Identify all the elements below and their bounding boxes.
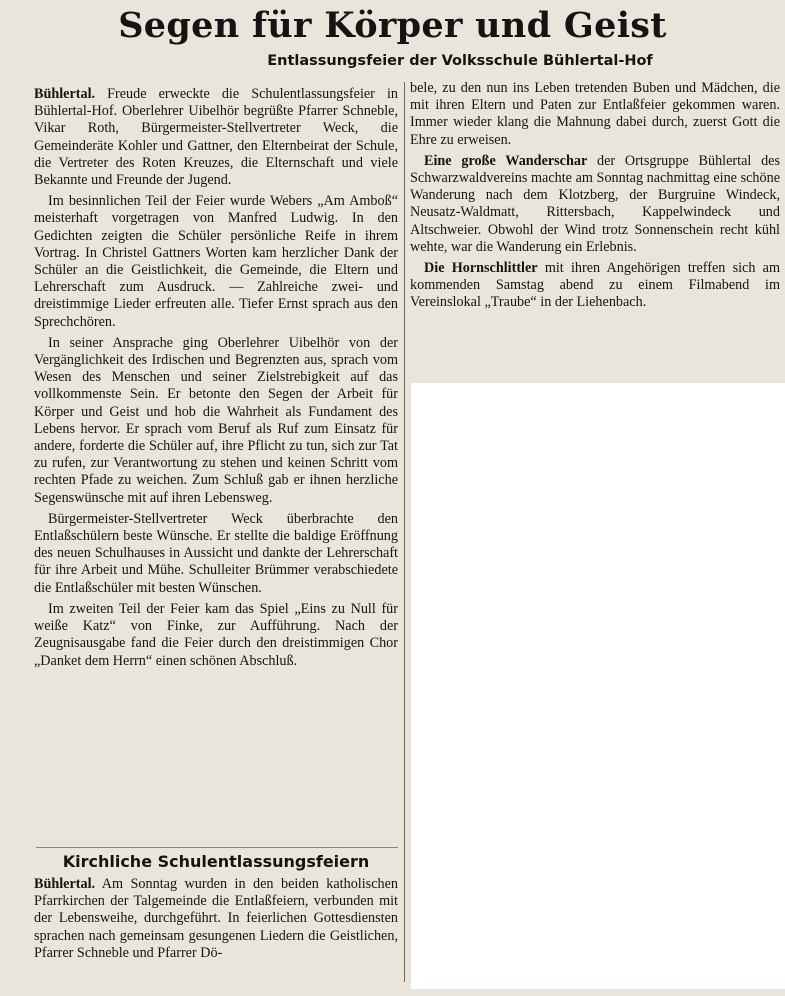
paragraph-2: Im besinnlichen Teil der Feier wurde Webers „Am Amboß“ meisterhaft vorgetragen von Manfred Ludwig. In den Gedichten zeigten die Schüler persönliche Reife in ihrem Vortrag. In Christel Gattners Worten kam herzlicher Dank der Schüler an die Geistlichkeit, die Gemeinde, die Eltern und Lehrerschaft zum Ausdruck. — Zahlreiche zwei- und dreistimmige Lieder erfreuten alle. Tiefer Ernst sprach aus den Sprechchören. — [34, 193, 398, 330]
paragraph-4: Bürgermeister-Stellvertreter Weck überbrachte den Entlaßschülern beste Wünsche. Er stellte die baldige Eröffnung des neuen Schulhauses in Aussicht und dankte der Lehrerschaft für ihre Arbeit und Mühe. Schulleiter Brümmer verabschiedete die Entlaßschüler mit besten Wünschen. — [34, 510, 398, 596]
paragraph-3: In seiner Ansprache ging Oberlehrer Uibelhör von der Vergänglichkeit des Irdischen und Begrenzten aus, sprach vom Wesen des Menschen und seiner Zielstrebigkeit auf das vollkommenste Sein. Er betonte den Segen der Arbeit für Körper und Geist und hob die Wahrheit als Fundament des Lebens hervor. Er sprach vom Beruf als Ruf zum Einsatz für andere, forderte die Schüler auf, ihre Pflicht zu tun, sich zur Tat zu rufen, zur Verantwortung zu stehen und keinen Schritt vom rechten Pfade zu weichen. Zum Schluß gab er ihnen herzliche Segenswünsche mit auf ihren Lebensweg. — [34, 334, 398, 506]
second-dateline: Bühlertal. — [34, 876, 96, 892]
second-article-body — [34, 876, 398, 966]
paragraph-5: Im zweiten Teil der Feier kam das Spiel „Eins zu Null für weiße Katz“ von Finke, zur Aufführung. Nach der Zeugnisausgabe fand die Feier durch den dreistimmigen Chor „Danket dem Herrn“ einen schönen Abschluß. — [34, 600, 398, 669]
column-divider — [404, 82, 405, 982]
right-paragraph-2: Eine große Wanderschar der Ortsgruppe Bühlertal des Schwarzwaldvereins machte am Sonntag nachmittag eine schöne Wanderung nach dem Klotzberg, der Burgruine Windeck, Neusatz-Waldmatt, Rittersbach, Kappelwindeck und Altschweier. Obwohl der Wind trotz Sonnenschein recht kühl wehte, war die Wanderung ein Erlebnis. — [410, 152, 780, 255]
second-article-paragraph: Bühlertal. Am Sonntag wurden in den beiden katholischen Pfarrkirchen der Talgemeinde die Entlaßfeiern, verbunden mit der Lebensweihe, durchgeführt. In feierlichen Gottesdiensten sprachen nach gemeinsam gesungenen Liedern die Geistlichen, Pfarrer Schneble und Pfarrer Dö- — [34, 876, 398, 961]
right-column — [410, 80, 780, 316]
second-article-title: Kirchliche Schulentlassungsfeiern — [62, 852, 370, 871]
wanderschar-lead: Eine große Wanderschar — [424, 152, 588, 169]
right-paragraph-1: bele, zu den nun ins Leben tretenden Buben und Mädchen, die mit ihren Eltern und Paten zur Entlaßfeier gekommen waren. Immer wieder klang die Mahnung dabei durch, zuerst Gott die Ehre zu erweisen. — [410, 80, 780, 148]
paragraph-1: Bühlertal. Freude erweckte die Schulentlassungsfeier in Bühlertal-Hof. Oberlehrer Uibelhör begrüßte Pfarrer Schneble, Vikar Roth, Bürgermeister-Stellvertreter Weck, die Gemeinderäte Kohler und Gattner, den Elternbeirat der Schule, die Vertreter des Roten Kreuzes, die Elternschaft und viele Bekannte und Freunde der Jugend. — [34, 86, 398, 189]
section-divider — [36, 847, 398, 848]
headline: Segen für Körper und Geist — [118, 5, 667, 46]
blank-area — [411, 383, 785, 989]
subheadline: Entlassungsfeier der Volksschule Bühlertal-Hof — [267, 53, 653, 69]
left-column — [34, 86, 398, 674]
hornschlittler-lead: Die Hornschlittler — [424, 260, 538, 277]
right-paragraph-3: Die Hornschlittler mit ihren Angehörigen treffen sich am kommenden Samstag abend zu einem Filmabend im Vereinslokal „Traube“ in der Liehenbach. — [410, 260, 780, 311]
dateline: Bühlertal. — [34, 86, 96, 102]
